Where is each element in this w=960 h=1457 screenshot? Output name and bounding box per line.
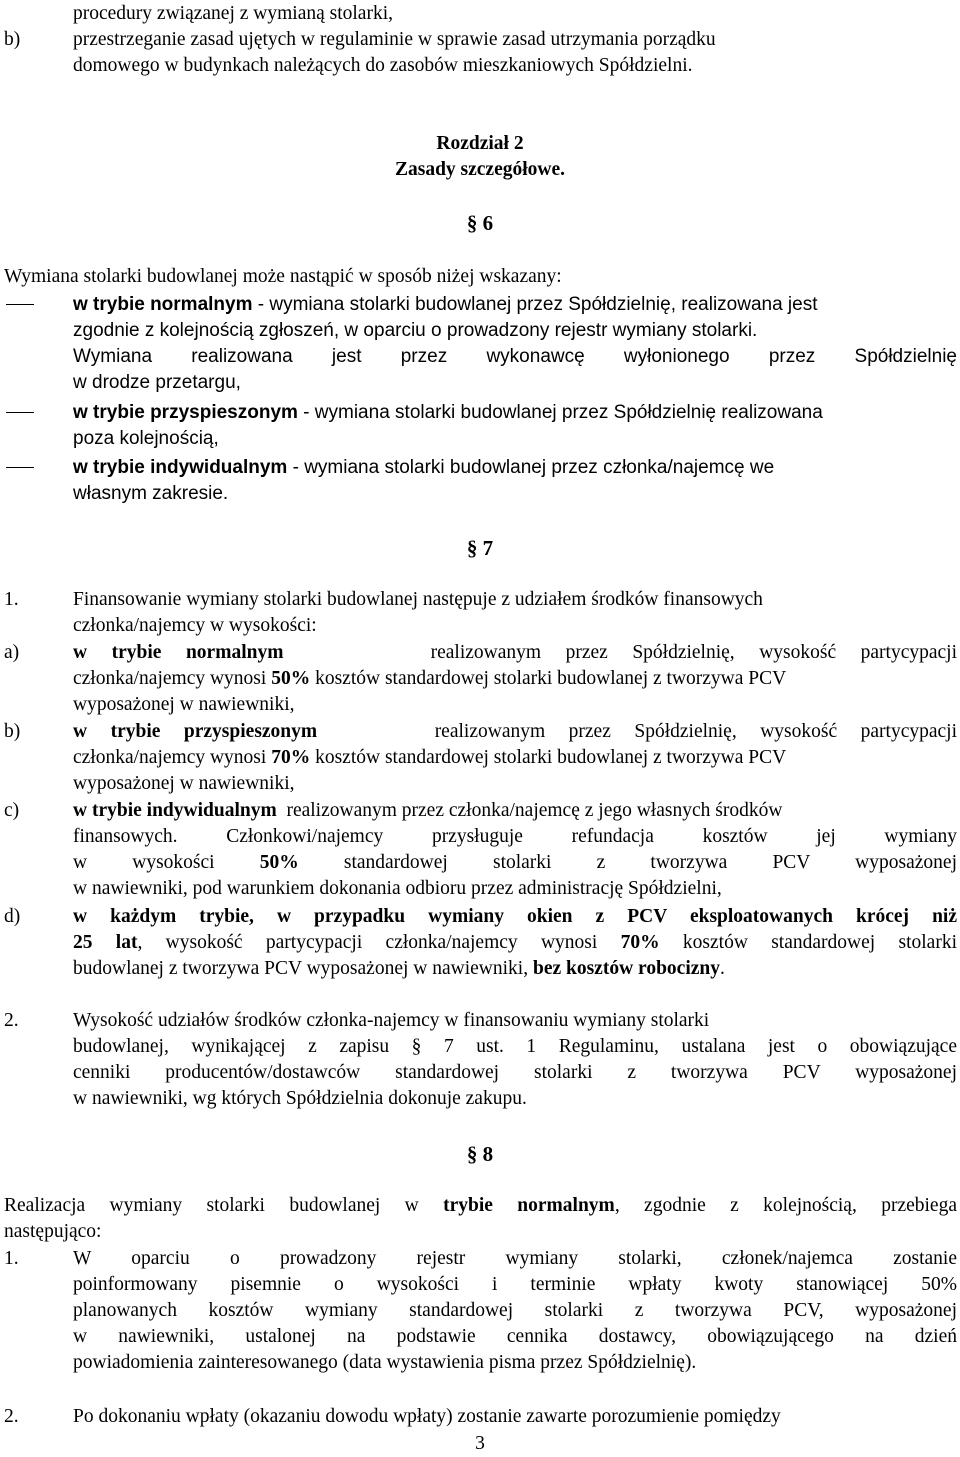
list-item-a — [73, 640, 957, 718]
bold-term: trybie normalnym — [443, 1195, 615, 1216]
text-line: planowanych kosztów wymiany standardowej stolarki z tworzywa PCV, wyposażonej — [73, 1300, 957, 1321]
section-heading-8: § 8 — [466, 1142, 494, 1166]
text-span: kosztów standardowej stolarki budowlanej z tworzywa PCV — [310, 668, 787, 689]
list-label: 2. — [4, 1010, 19, 1031]
text-span: członka/najemcy wynosi — [73, 668, 272, 689]
text-line: wyposażonej w nawiewniki, — [73, 773, 295, 794]
bold-line: w każdym trybie, w przypadku wymiany okien z PCV eksploatowanych krócej niż — [73, 906, 957, 927]
section-8-paragraph-2 — [73, 1404, 957, 1430]
text-span: - wymiana stolarki budowlanej przez Spółdzielnię, realizowana jest — [252, 294, 818, 315]
list-label: b) — [4, 29, 21, 50]
bold-term: w trybie przyspieszonym — [73, 721, 318, 742]
chapter-subtitle: Zasady szczegółowe. — [394, 159, 566, 180]
text-line: procedury związanej z wymianą stolarki, — [73, 3, 393, 24]
list-item-b — [73, 27, 957, 79]
text-line: Wymiana realizowana jest przez wykonawcę wyłonionego przez Spółdzielnię — [73, 346, 957, 367]
list-label: d) — [4, 906, 21, 927]
text-line: w nawiewniki, pod warunkiem dokonania odbioru przez administrację Spółdzielni, — [73, 878, 722, 899]
text-line: cenniki producentów/dostawców standardowej stolarki z tworzywa PCV wyposażonej — [73, 1062, 957, 1083]
list-item-b-section7 — [73, 719, 957, 797]
list-label: 1. — [4, 1248, 19, 1269]
list-item-c — [73, 798, 957, 902]
bold-term: w trybie normalnym — [73, 294, 253, 315]
percent-value: 50% — [271, 668, 311, 689]
list-label: c) — [4, 800, 20, 821]
text-line: Wysokość udziałów środków członka-najemcy w finansowaniu wymiany stolarki — [73, 1010, 710, 1031]
section-8-intro — [4, 1193, 957, 1245]
text-span: - wymiana stolarki budowlanej przez Spółdzielnię realizowana — [297, 402, 823, 423]
section-8-paragraph-1 — [73, 1246, 957, 1376]
paragraph-continuation — [73, 1, 957, 27]
text-line: budowlanej, wynikającej z zapisu § 7 ust. 1 Regulaminu, ustalana jest o obowiązujące — [73, 1036, 957, 1057]
text-line: Po dokonaniu wpłaty (okazaniu dowodu wpłaty) zostanie zawarte porozumienie pomiędzy — [73, 1406, 781, 1427]
percent-value: 70% — [620, 932, 660, 953]
bold-term: 25 lat — [73, 932, 138, 953]
list-item-d — [73, 904, 957, 982]
text-span: , zgodnie z kolejnością, przebiega — [614, 1195, 957, 1216]
text-line: W oparciu o prowadzony rejestr wymiany stolarki, członek/najemca zostanie — [73, 1248, 957, 1269]
section-6-intro: Wymiana stolarki budowlanej może nastąpić w sposób niżej wskazany: — [4, 266, 562, 287]
bold-term: w trybie normalnym — [73, 642, 284, 663]
section-heading-7: § 7 — [466, 536, 494, 560]
section-7-paragraph-2 — [73, 1008, 957, 1112]
dash-bullet-icon — [6, 304, 34, 305]
dash-bullet-icon — [6, 467, 34, 468]
list-label: 2. — [4, 1406, 19, 1427]
text-line: następująco: — [4, 1221, 102, 1242]
chapter-title: Rozdział 2 — [436, 133, 524, 154]
text-span: - wymiana stolarki budowlanej przez członka/najemcę we — [287, 457, 775, 478]
page-number: 3 — [475, 1433, 485, 1454]
text-span: realizowanym przez Spółdzielnię, wysokość partycypacji — [430, 642, 958, 663]
text-line: poinformowany pisemnie o wysokości i terminie wpłaty kwoty stanowiącej 50% — [73, 1274, 957, 1295]
text-line: przestrzeganie zasad ujętych w regulaminie w sprawie zasad utrzymania porządku — [73, 29, 716, 50]
text-span: standardowej stolarki z tworzywa PCV wyposażonej — [298, 852, 957, 873]
bold-term: w trybie indywidualnym — [73, 457, 288, 478]
list-label: a) — [4, 642, 20, 663]
text-span: kosztów standardowej stolarki — [659, 932, 957, 953]
bold-term: w trybie przyspieszonym — [73, 402, 298, 423]
text-span: członka/najemcy wynosi — [73, 747, 272, 768]
percent-value: 70% — [271, 747, 311, 768]
list-label: b) — [4, 721, 21, 742]
text-line: zgodnie z kolejnością zgłoszeń, w oparciu o prowadzony rejestr wymiany stolarki. — [73, 320, 758, 341]
text-line: w nawiewniki, wg których Spółdzielnia dokonuje zakupu. — [73, 1088, 527, 1109]
text-line: domowego w budynkach należących do zasobów mieszkaniowych Spółdzielni. — [73, 55, 693, 76]
text-span: Realizacja wymiany stolarki budowlanej w — [4, 1195, 444, 1216]
text-line: wyposażonej w nawiewniki, — [73, 694, 295, 715]
percent-value: 50% — [259, 852, 299, 873]
text-span: , wysokość partycypacji członka/najemcy wynosi — [137, 932, 621, 953]
text-line: własnym zakresie. — [73, 483, 229, 504]
section-7-paragraph-1 — [73, 587, 957, 639]
text-line: w drodze przetargu, — [73, 372, 241, 393]
text-span: kosztów standardowej stolarki budowlanej z tworzywa PCV — [310, 747, 787, 768]
text-span: budowlanej z tworzywa PCV wyposażonej w nawiewniki, — [73, 958, 533, 979]
text-line: członka/najemcy w wysokości: — [73, 615, 317, 636]
text-span: realizowanym przez członka/najemcę z jego własnych środków — [286, 800, 783, 821]
text-line: Finansowanie wymiany stolarki budowlanej następuje z udziałem środków finansowych — [73, 589, 763, 610]
text-span: w wysokości — [73, 852, 260, 873]
list-label: 1. — [4, 589, 19, 610]
text-line: w nawiewniki, ustalonej na podstawie cennika dostawcy, obowiązującego na dzień — [73, 1326, 957, 1347]
text-line: finansowych. Członkowi/najemcy przysługuje refundacja kosztów jej wymiany — [73, 826, 957, 847]
section-heading-6: § 6 — [466, 211, 494, 235]
bold-term: bez kosztów robocizny — [532, 958, 721, 979]
bold-term: w trybie indywidualnym — [73, 800, 277, 821]
text-line: poza kolejnością, — [73, 428, 219, 449]
dash-bullet-icon — [6, 412, 34, 413]
text-line: powiadomienia zainteresowanego (data wystawienia pisma przez Spółdzielnię). — [73, 1352, 697, 1373]
text-span: realizowanym przez Spółdzielnię, wysokość partycypacji — [434, 721, 957, 742]
text-span: . — [720, 958, 725, 979]
